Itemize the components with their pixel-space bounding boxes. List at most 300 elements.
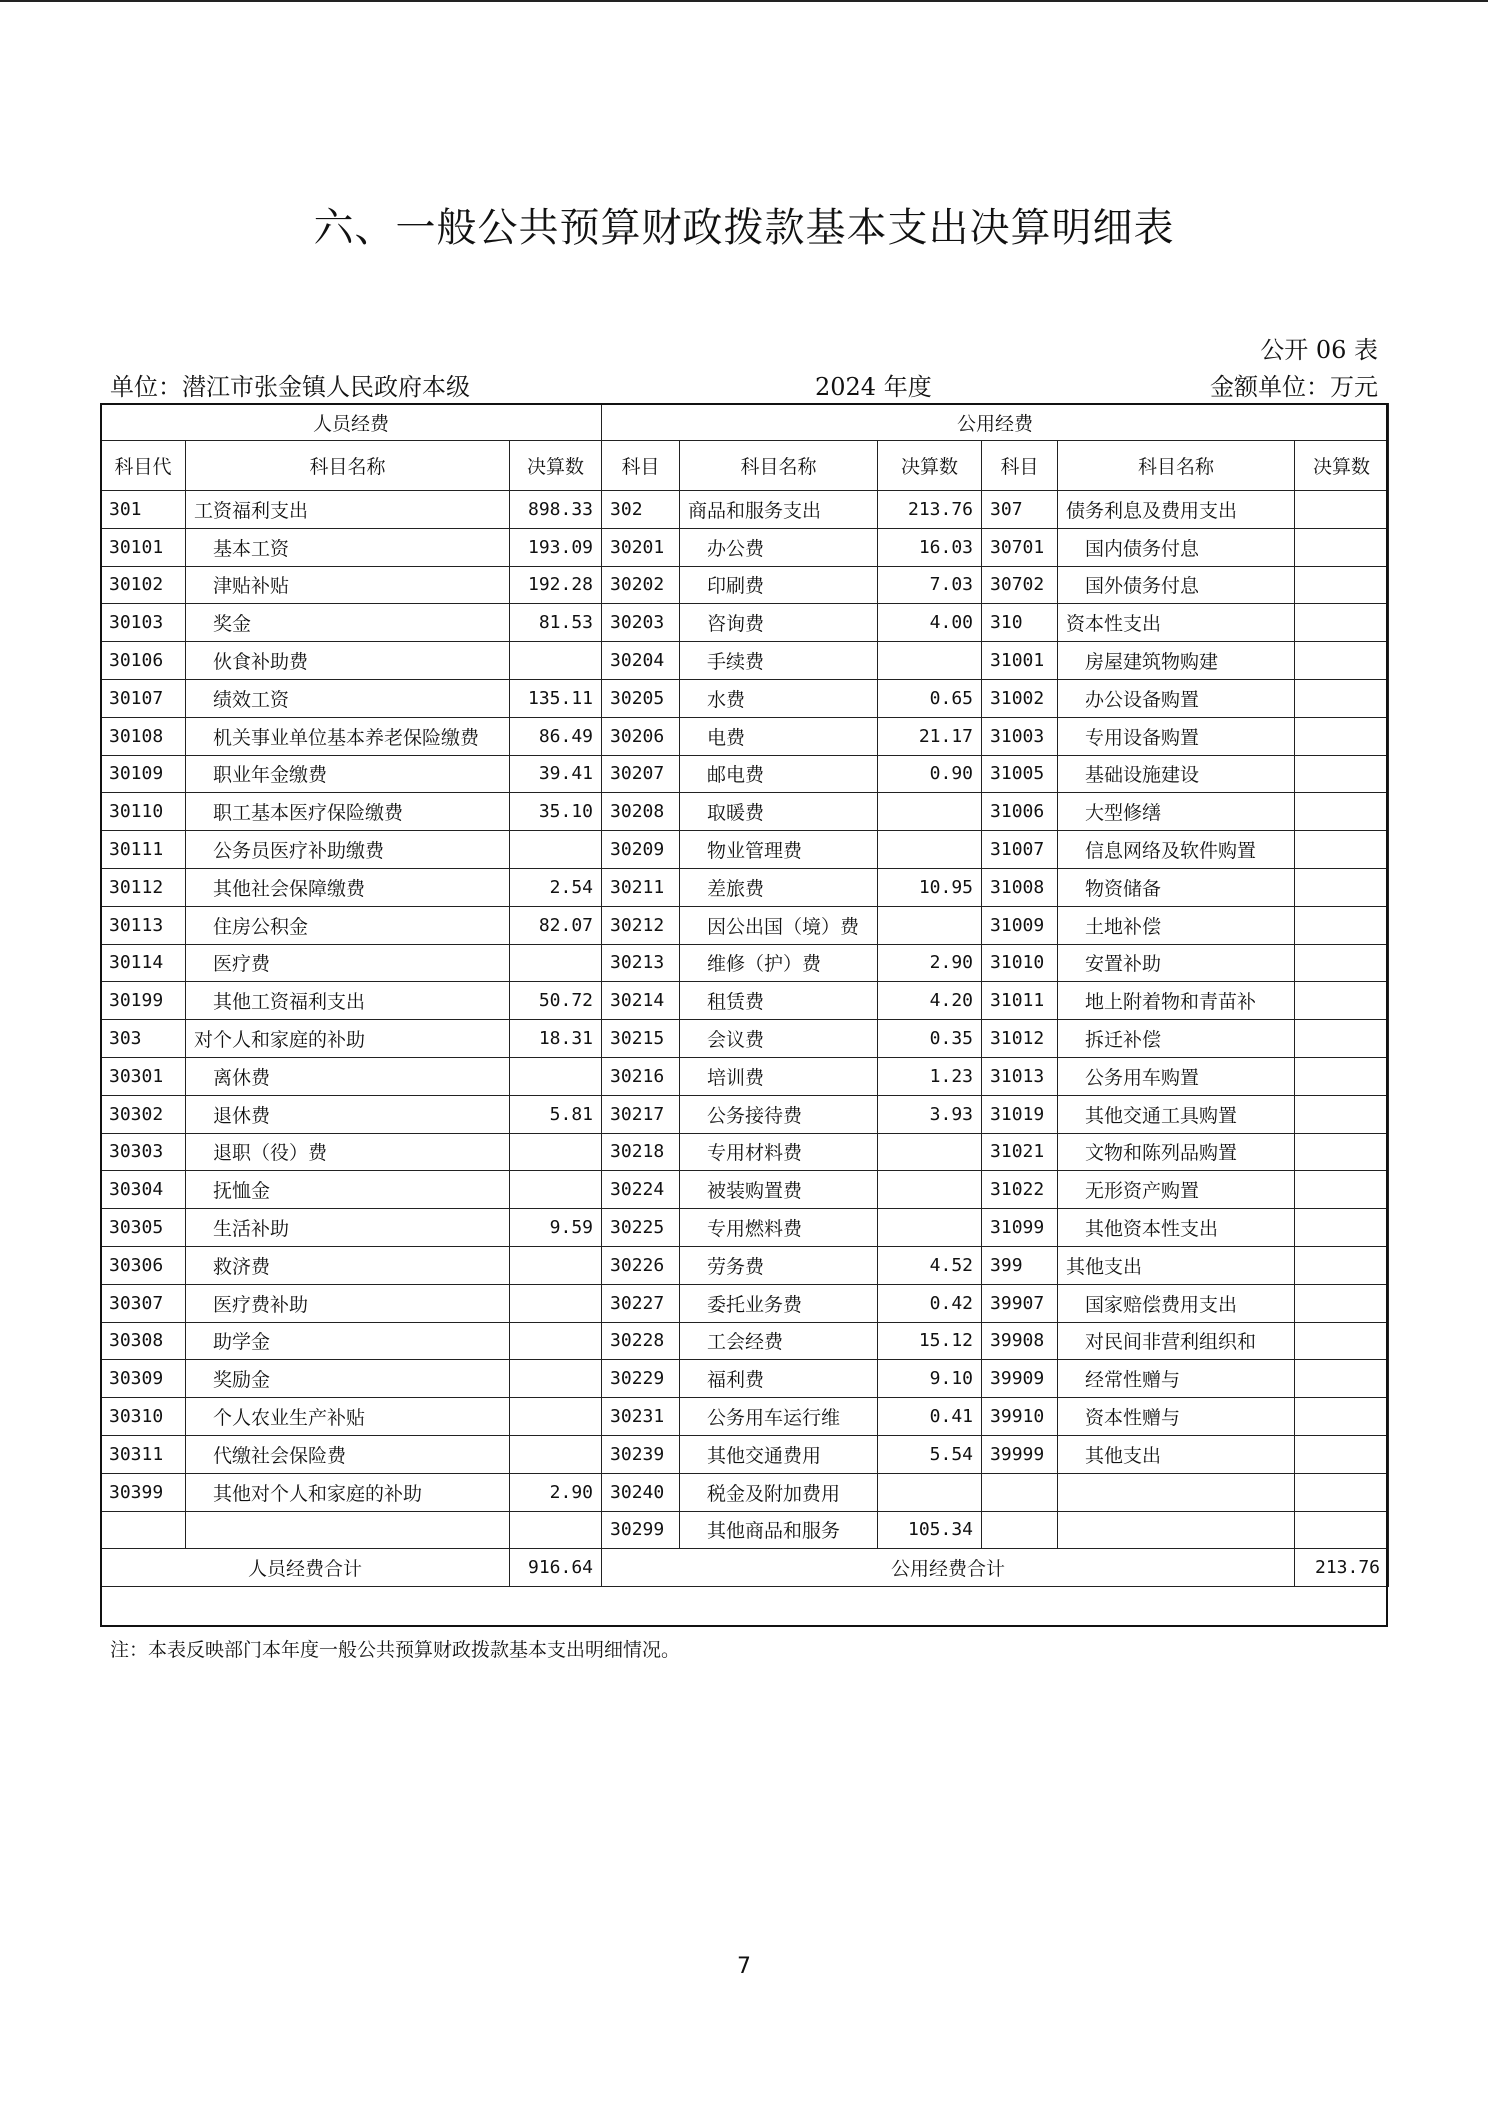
personnel-amount-cell: 81.53 xyxy=(510,604,602,642)
personnel-total-value: 916.64 xyxy=(510,1549,602,1587)
public-code-cell: 307 xyxy=(982,491,1058,529)
public-total-value: 213.76 xyxy=(1295,1549,1389,1587)
table-row xyxy=(101,831,1389,869)
public-code-cell: 30204 xyxy=(602,642,680,680)
public-code-cell: 30201 xyxy=(602,528,680,566)
public-code-cell: 30212 xyxy=(602,906,680,944)
page-number: 7 xyxy=(737,1954,751,1979)
public-amount-cell: 213.76 xyxy=(878,491,982,529)
personnel-code-cell xyxy=(101,1511,186,1549)
personnel-code-cell: 30112 xyxy=(101,868,186,906)
page-title: 六、一般公共预算财政拨款基本支出决算明细表 xyxy=(313,205,1175,251)
public-name-cell: 手续费 xyxy=(680,642,878,680)
personnel-name-cell: 生活补助 xyxy=(186,1209,510,1247)
public-name-cell: 会议费 xyxy=(680,1020,878,1058)
personnel-name-cell: 公务员医疗补助缴费 xyxy=(186,831,510,869)
personnel-name-cell: 医疗费 xyxy=(186,944,510,982)
col-header-name: 科目名称 xyxy=(680,441,878,491)
col-header-name: 科目名称 xyxy=(186,441,510,491)
public-code-cell: 30206 xyxy=(602,717,680,755)
personnel-name-cell: 其他对个人和家庭的补助 xyxy=(186,1473,510,1511)
personnel-code-cell: 30113 xyxy=(101,906,186,944)
col-header-amount: 决算数 xyxy=(1295,441,1389,491)
public-name-cell: 劳务费 xyxy=(680,1246,878,1284)
personnel-name-cell: 工资福利支出 xyxy=(186,491,510,529)
public-code-cell: 39999 xyxy=(982,1435,1058,1473)
public-name-cell: 专用设备购置 xyxy=(1058,717,1295,755)
public-amount-cell xyxy=(1295,1133,1389,1171)
public-code-cell: 31012 xyxy=(982,1020,1058,1058)
meta-row xyxy=(110,367,1378,399)
public-amount-cell: 10.95 xyxy=(878,868,982,906)
personnel-amount-cell: 193.09 xyxy=(510,528,602,566)
public-name-cell: 其他商品和服务 xyxy=(680,1511,878,1549)
public-amount-cell: 0.90 xyxy=(878,755,982,793)
public-amount-cell xyxy=(1295,604,1389,642)
personnel-code-cell: 30103 xyxy=(101,604,186,642)
table-row xyxy=(101,1511,1389,1549)
personnel-amount-cell xyxy=(510,1511,602,1549)
public-name-cell xyxy=(1058,1473,1295,1511)
year-label: 2024 年度 xyxy=(815,373,932,401)
public-total-label: 公用经费合计 xyxy=(602,1549,1295,1587)
public-amount-cell: 0.65 xyxy=(878,679,982,717)
public-name-cell: 专用燃料费 xyxy=(680,1209,878,1247)
public-name-cell: 印刷费 xyxy=(680,566,878,604)
public-amount-cell: 7.03 xyxy=(878,566,982,604)
table-row xyxy=(101,1020,1389,1058)
personnel-code-cell: 30309 xyxy=(101,1360,186,1398)
personnel-amount-cell: 5.81 xyxy=(510,1095,602,1133)
public-amount-cell xyxy=(1295,982,1389,1020)
personnel-total-label: 人员经费合计 xyxy=(101,1549,510,1587)
personnel-amount-cell xyxy=(510,944,602,982)
personnel-amount-cell xyxy=(510,831,602,869)
public-amount-cell xyxy=(1295,1322,1389,1360)
personnel-amount-cell: 50.72 xyxy=(510,982,602,1020)
expenditure-table xyxy=(100,403,1389,1587)
public-name-cell: 水费 xyxy=(680,679,878,717)
public-amount-cell xyxy=(1295,906,1389,944)
public-amount-cell xyxy=(878,1133,982,1171)
table-row xyxy=(101,1057,1389,1095)
public-name-cell: 其他交通费用 xyxy=(680,1435,878,1473)
public-name-cell: 电费 xyxy=(680,717,878,755)
personnel-code-cell: 303 xyxy=(101,1020,186,1058)
public-amount-cell: 0.35 xyxy=(878,1020,982,1058)
table-row xyxy=(101,1171,1389,1209)
public-name-cell: 公务用车购置 xyxy=(1058,1057,1295,1095)
personnel-code-cell: 30108 xyxy=(101,717,186,755)
public-amount-cell: 5.54 xyxy=(878,1435,982,1473)
public-amount-cell xyxy=(878,642,982,680)
table-row xyxy=(101,1284,1389,1322)
public-name-cell: 拆迁补偿 xyxy=(1058,1020,1295,1058)
public-name-cell: 咨询费 xyxy=(680,604,878,642)
table-row xyxy=(101,642,1389,680)
personnel-amount-cell xyxy=(510,1322,602,1360)
public-code-cell: 30229 xyxy=(602,1360,680,1398)
public-code-cell: 39908 xyxy=(982,1322,1058,1360)
public-amount-cell xyxy=(1295,679,1389,717)
public-amount-cell: 9.10 xyxy=(878,1360,982,1398)
personnel-code-cell: 30307 xyxy=(101,1284,186,1322)
public-code-cell: 31003 xyxy=(982,717,1058,755)
public-name-cell: 国内债务付息 xyxy=(1058,528,1295,566)
public-amount-cell: 4.20 xyxy=(878,982,982,1020)
public-amount-cell xyxy=(1295,944,1389,982)
public-amount-cell xyxy=(1295,831,1389,869)
public-amount-cell xyxy=(1295,755,1389,793)
personnel-name-cell: 住房公积金 xyxy=(186,906,510,944)
personnel-name-cell: 职工基本医疗保险缴费 xyxy=(186,793,510,831)
public-name-cell: 对民间非营利组织和 xyxy=(1058,1322,1295,1360)
public-amount-cell xyxy=(1295,1171,1389,1209)
public-name-cell: 国家赔偿费用支出 xyxy=(1058,1284,1295,1322)
public-name-cell: 公务接待费 xyxy=(680,1095,878,1133)
public-name-cell: 其他交通工具购置 xyxy=(1058,1095,1295,1133)
public-code-cell: 30214 xyxy=(602,982,680,1020)
public-name-cell: 专用材料费 xyxy=(680,1133,878,1171)
public-name-cell: 邮电费 xyxy=(680,755,878,793)
public-amount-cell xyxy=(878,1209,982,1247)
table-row xyxy=(101,868,1389,906)
public-amount-cell xyxy=(1295,1020,1389,1058)
public-code-cell: 30227 xyxy=(602,1284,680,1322)
table-row xyxy=(101,793,1389,831)
personnel-name-cell: 机关事业单位基本养老保险缴费 xyxy=(186,717,510,755)
unit-label: 单位：潜江市张金镇人民政府本级 xyxy=(110,373,470,401)
col-header-amount: 决算数 xyxy=(878,441,982,491)
col-header-code: 科目 xyxy=(602,441,680,491)
public-amount-cell: 105.34 xyxy=(878,1511,982,1549)
table-row xyxy=(101,528,1389,566)
table-row xyxy=(101,717,1389,755)
public-amount-cell xyxy=(1295,566,1389,604)
public-code-cell: 302 xyxy=(602,491,680,529)
public-amount-cell xyxy=(1295,793,1389,831)
personnel-name-cell: 救济费 xyxy=(186,1246,510,1284)
personnel-name-cell: 离休费 xyxy=(186,1057,510,1095)
personnel-code-cell: 30101 xyxy=(101,528,186,566)
public-code-cell: 31011 xyxy=(982,982,1058,1020)
personnel-code-cell: 30110 xyxy=(101,793,186,831)
public-code-cell: 31021 xyxy=(982,1133,1058,1171)
personnel-name-cell: 其他工资福利支出 xyxy=(186,982,510,1020)
public-name-cell: 无形资产购置 xyxy=(1058,1171,1295,1209)
personnel-amount-cell xyxy=(510,1398,602,1436)
public-code-cell: 30224 xyxy=(602,1171,680,1209)
personnel-amount-cell xyxy=(510,1133,602,1171)
public-name-cell: 被装购置费 xyxy=(680,1171,878,1209)
public-amount-cell xyxy=(1295,528,1389,566)
public-amount-cell: 4.52 xyxy=(878,1246,982,1284)
personnel-code-cell: 30109 xyxy=(101,755,186,793)
table-note: 注：本表反映部门本年度一般公共预算财政拨款基本支出明细情况。 xyxy=(110,1639,681,1661)
public-name-cell xyxy=(1058,1511,1295,1549)
personnel-amount-cell: 9.59 xyxy=(510,1209,602,1247)
money-unit-label: 金额单位：万元 xyxy=(1210,373,1378,401)
personnel-amount-cell: 35.10 xyxy=(510,793,602,831)
public-code-cell: 31006 xyxy=(982,793,1058,831)
public-amount-cell: 21.17 xyxy=(878,717,982,755)
public-code-cell: 31007 xyxy=(982,831,1058,869)
personnel-name-cell: 其他社会保障缴费 xyxy=(186,868,510,906)
public-amount-cell: 3.93 xyxy=(878,1095,982,1133)
personnel-code-cell: 30114 xyxy=(101,944,186,982)
public-code-cell: 30299 xyxy=(602,1511,680,1549)
personnel-amount-cell: 18.31 xyxy=(510,1020,602,1058)
public-name-cell: 大型修缮 xyxy=(1058,793,1295,831)
public-code-cell: 31009 xyxy=(982,906,1058,944)
personnel-amount-cell: 2.90 xyxy=(510,1473,602,1511)
public-code-cell: 30216 xyxy=(602,1057,680,1095)
table-row xyxy=(101,491,1389,529)
col-header-code: 科目 xyxy=(982,441,1058,491)
personnel-name-cell: 退休费 xyxy=(186,1095,510,1133)
personnel-code-cell: 30107 xyxy=(101,679,186,717)
public-code-cell: 31010 xyxy=(982,944,1058,982)
public-amount-cell xyxy=(1295,1398,1389,1436)
group-header-public: 公用经费 xyxy=(602,404,1389,441)
personnel-name-cell: 奖励金 xyxy=(186,1360,510,1398)
public-amount-cell xyxy=(1295,1057,1389,1095)
personnel-code-cell: 30106 xyxy=(101,642,186,680)
table-row xyxy=(101,1322,1389,1360)
public-name-cell: 资本性支出 xyxy=(1058,604,1295,642)
personnel-amount-cell: 898.33 xyxy=(510,491,602,529)
personnel-code-cell: 30310 xyxy=(101,1398,186,1436)
personnel-name-cell: 津贴补贴 xyxy=(186,566,510,604)
page-top-border xyxy=(0,0,1488,2)
public-code-cell: 31099 xyxy=(982,1209,1058,1247)
public-amount-cell xyxy=(878,793,982,831)
public-code-cell: 30228 xyxy=(602,1322,680,1360)
public-code-cell xyxy=(982,1473,1058,1511)
personnel-name-cell: 抚恤金 xyxy=(186,1171,510,1209)
public-name-cell: 信息网络及软件购置 xyxy=(1058,831,1295,869)
public-name-cell: 房屋建筑物购建 xyxy=(1058,642,1295,680)
public-amount-cell xyxy=(878,831,982,869)
table-row xyxy=(101,1360,1389,1398)
public-name-cell: 债务利息及费用支出 xyxy=(1058,491,1295,529)
public-code-cell: 30226 xyxy=(602,1246,680,1284)
public-code-cell: 30213 xyxy=(602,944,680,982)
personnel-amount-cell: 2.54 xyxy=(510,868,602,906)
public-code-cell: 399 xyxy=(982,1246,1058,1284)
table-row xyxy=(101,944,1389,982)
public-name-cell: 租赁费 xyxy=(680,982,878,1020)
public-amount-cell xyxy=(1295,1435,1389,1473)
public-name-cell: 因公出国（境）费 xyxy=(680,906,878,944)
public-amount-cell xyxy=(1295,491,1389,529)
personnel-name-cell: 绩效工资 xyxy=(186,679,510,717)
public-name-cell: 商品和服务支出 xyxy=(680,491,878,529)
table-row xyxy=(101,1435,1389,1473)
public-name-cell: 基础设施建设 xyxy=(1058,755,1295,793)
public-name-cell: 物业管理费 xyxy=(680,831,878,869)
public-code-cell: 30702 xyxy=(982,566,1058,604)
personnel-amount-cell: 82.07 xyxy=(510,906,602,944)
public-code-cell: 31001 xyxy=(982,642,1058,680)
personnel-amount-cell xyxy=(510,1246,602,1284)
personnel-name-cell: 医疗费补助 xyxy=(186,1284,510,1322)
public-amount-cell xyxy=(1295,1095,1389,1133)
public-code-cell: 30218 xyxy=(602,1133,680,1171)
public-amount-cell: 1.23 xyxy=(878,1057,982,1095)
personnel-code-cell: 30399 xyxy=(101,1473,186,1511)
public-amount-cell: 16.03 xyxy=(878,528,982,566)
public-name-cell: 资本性赠与 xyxy=(1058,1398,1295,1436)
public-name-cell: 经常性赠与 xyxy=(1058,1360,1295,1398)
personnel-code-cell: 301 xyxy=(101,491,186,529)
personnel-amount-cell xyxy=(510,642,602,680)
personnel-code-cell: 30304 xyxy=(101,1171,186,1209)
public-amount-cell xyxy=(878,1473,982,1511)
personnel-name-cell xyxy=(186,1511,510,1549)
personnel-name-cell: 伙食补助费 xyxy=(186,642,510,680)
public-code-cell: 30208 xyxy=(602,793,680,831)
public-amount-cell xyxy=(1295,1473,1389,1511)
personnel-amount-cell: 135.11 xyxy=(510,679,602,717)
personnel-name-cell: 代缴社会保险费 xyxy=(186,1435,510,1473)
public-code-cell: 30217 xyxy=(602,1095,680,1133)
public-code-cell: 30239 xyxy=(602,1435,680,1473)
personnel-name-cell: 基本工资 xyxy=(186,528,510,566)
public-amount-cell xyxy=(1295,717,1389,755)
public-name-cell: 办公费 xyxy=(680,528,878,566)
personnel-code-cell: 30301 xyxy=(101,1057,186,1095)
public-code-cell: 30215 xyxy=(602,1020,680,1058)
public-name-cell: 地上附着物和青苗补 xyxy=(1058,982,1295,1020)
table-row xyxy=(101,1398,1389,1436)
personnel-amount-cell xyxy=(510,1171,602,1209)
table-row xyxy=(101,982,1389,1020)
public-name-cell: 公务用车运行维 xyxy=(680,1398,878,1436)
public-code-cell: 30205 xyxy=(602,679,680,717)
personnel-amount-cell: 39.41 xyxy=(510,755,602,793)
public-code-cell: 30202 xyxy=(602,566,680,604)
public-name-cell: 取暖费 xyxy=(680,793,878,831)
personnel-amount-cell xyxy=(510,1435,602,1473)
table-row xyxy=(101,1473,1389,1511)
public-name-cell: 其他支出 xyxy=(1058,1246,1295,1284)
personnel-code-cell: 30305 xyxy=(101,1209,186,1247)
public-name-cell: 税金及附加费用 xyxy=(680,1473,878,1511)
personnel-name-cell: 助学金 xyxy=(186,1322,510,1360)
personnel-code-cell: 30311 xyxy=(101,1435,186,1473)
public-name-cell: 培训费 xyxy=(680,1057,878,1095)
public-amount-cell: 2.90 xyxy=(878,944,982,982)
col-header-name: 科目名称 xyxy=(1058,441,1295,491)
personnel-name-cell: 对个人和家庭的补助 xyxy=(186,1020,510,1058)
public-amount-cell xyxy=(1295,868,1389,906)
personnel-name-cell: 职业年金缴费 xyxy=(186,755,510,793)
group-header-row xyxy=(101,404,1389,441)
public-name-cell: 工会经费 xyxy=(680,1322,878,1360)
public-name-cell: 福利费 xyxy=(680,1360,878,1398)
public-code-cell: 30701 xyxy=(982,528,1058,566)
public-code-cell: 30207 xyxy=(602,755,680,793)
public-code-cell: 30231 xyxy=(602,1398,680,1436)
table-row xyxy=(101,1133,1389,1171)
public-code-cell: 30225 xyxy=(602,1209,680,1247)
public-code-cell: 31019 xyxy=(982,1095,1058,1133)
public-code-cell: 39907 xyxy=(982,1284,1058,1322)
public-name-cell: 国外债务付息 xyxy=(1058,566,1295,604)
table-row xyxy=(101,1246,1389,1284)
public-code-cell: 31013 xyxy=(982,1057,1058,1095)
public-code-cell: 30211 xyxy=(602,868,680,906)
public-code-cell: 39909 xyxy=(982,1360,1058,1398)
public-amount-cell xyxy=(1295,642,1389,680)
public-code-cell: 310 xyxy=(982,604,1058,642)
column-header-row xyxy=(101,441,1389,491)
personnel-amount-cell: 86.49 xyxy=(510,717,602,755)
form-number: 公开 06 表 xyxy=(1260,336,1378,364)
public-name-cell: 物资储备 xyxy=(1058,868,1295,906)
public-code-cell: 31002 xyxy=(982,679,1058,717)
public-code-cell: 31008 xyxy=(982,868,1058,906)
public-amount-cell xyxy=(1295,1246,1389,1284)
personnel-amount-cell: 192.28 xyxy=(510,566,602,604)
public-amount-cell: 15.12 xyxy=(878,1322,982,1360)
public-code-cell: 39910 xyxy=(982,1398,1058,1436)
personnel-name-cell: 奖金 xyxy=(186,604,510,642)
public-name-cell: 其他支出 xyxy=(1058,1435,1295,1473)
public-code-cell: 30203 xyxy=(602,604,680,642)
group-header-personnel: 人员经费 xyxy=(101,404,602,441)
personnel-amount-cell xyxy=(510,1057,602,1095)
public-name-cell: 安置补助 xyxy=(1058,944,1295,982)
col-header-amount: 决算数 xyxy=(510,441,602,491)
personnel-code-cell: 30199 xyxy=(101,982,186,1020)
personnel-code-cell: 30306 xyxy=(101,1246,186,1284)
personnel-amount-cell xyxy=(510,1360,602,1398)
public-name-cell: 委托业务费 xyxy=(680,1284,878,1322)
public-amount-cell xyxy=(1295,1511,1389,1549)
col-header-code: 科目代 xyxy=(101,441,186,491)
personnel-code-cell: 30102 xyxy=(101,566,186,604)
public-amount-cell xyxy=(1295,1209,1389,1247)
table-row xyxy=(101,1209,1389,1247)
totals-row xyxy=(101,1549,1389,1587)
table-row xyxy=(101,679,1389,717)
public-name-cell: 土地补偿 xyxy=(1058,906,1295,944)
table-row xyxy=(101,755,1389,793)
public-name-cell: 办公设备购置 xyxy=(1058,679,1295,717)
public-code-cell: 31005 xyxy=(982,755,1058,793)
personnel-amount-cell xyxy=(510,1284,602,1322)
public-amount-cell: 0.42 xyxy=(878,1284,982,1322)
public-name-cell: 维修（护）费 xyxy=(680,944,878,982)
table-row xyxy=(101,604,1389,642)
personnel-name-cell: 退职（役）费 xyxy=(186,1133,510,1171)
table-row xyxy=(101,566,1389,604)
public-amount-cell xyxy=(878,1171,982,1209)
public-amount-cell: 4.00 xyxy=(878,604,982,642)
public-name-cell: 其他资本性支出 xyxy=(1058,1209,1295,1247)
public-name-cell: 差旅费 xyxy=(680,868,878,906)
public-code-cell: 31022 xyxy=(982,1171,1058,1209)
public-amount-cell: 0.41 xyxy=(878,1398,982,1436)
public-amount-cell xyxy=(1295,1284,1389,1322)
public-code-cell: 30240 xyxy=(602,1473,680,1511)
table-row xyxy=(101,1095,1389,1133)
public-amount-cell xyxy=(1295,1360,1389,1398)
public-code-cell xyxy=(982,1511,1058,1549)
personnel-code-cell: 30111 xyxy=(101,831,186,869)
